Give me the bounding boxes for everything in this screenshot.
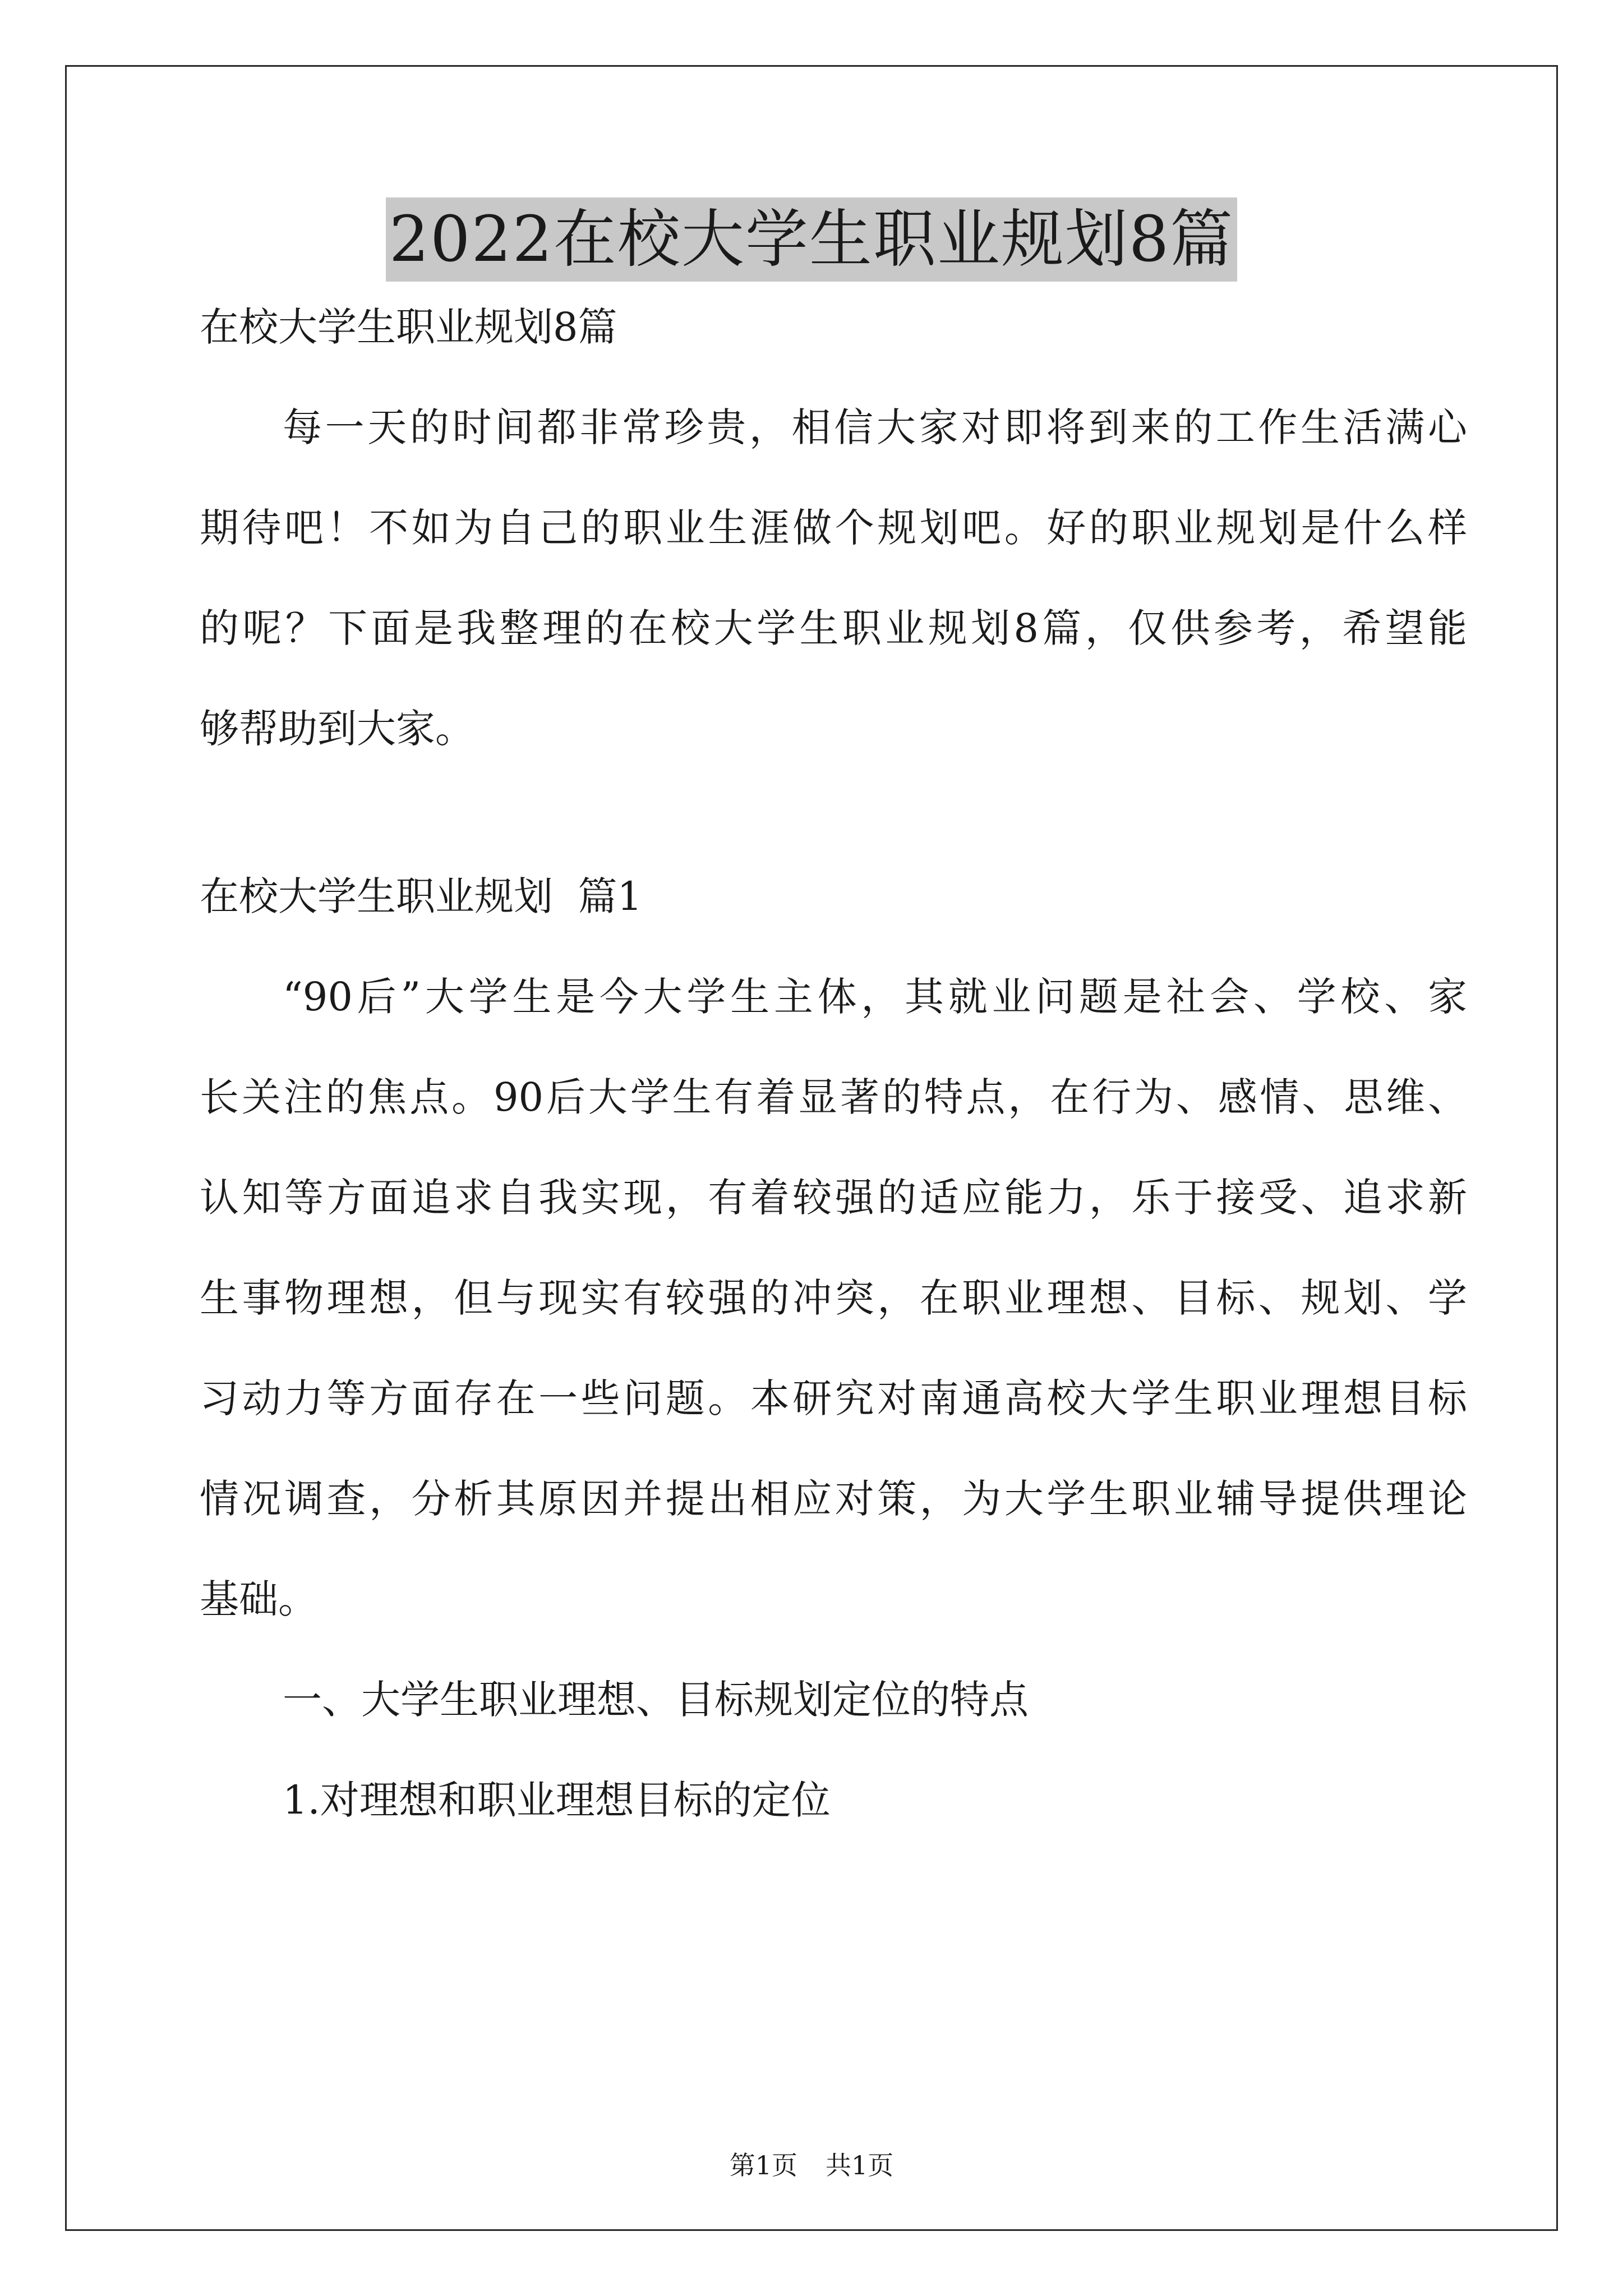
body-line: 情况调查，分析其原因并提出相应对策，为大学生职业辅导提供理论: [200, 1476, 1467, 1522]
body-line: 基础。: [200, 1576, 317, 1622]
intro-line: 每一天的时间都非常珍贵，相信大家对即将到来的工作生活满心: [283, 404, 1467, 450]
page-footer: [0, 2148, 1623, 2182]
intro-line: 期待吧！不如为自己的职业生涯做个规划吧。好的职业规划是什么样: [200, 505, 1467, 551]
subtitle: 在校大学生职业规划8篇: [200, 304, 617, 350]
body-line: 长关注的焦点。90后大学生有着显著的特点，在行为、感情、思维、: [200, 1074, 1467, 1120]
page-total: 共1页: [826, 2150, 894, 2180]
outline-heading: 一、大学生职业理想、目标规划定位的特点: [283, 1677, 1029, 1723]
intro-line: 够帮助到大家。: [200, 706, 474, 752]
section-heading: 在校大学生职业规划 篇1: [200, 873, 643, 919]
body-line: 习动力等方面存在一些问题。本研究对南通高校大学生职业理想目标: [200, 1375, 1467, 1421]
document-body: [200, 304, 1467, 1823]
title-container: [0, 197, 1623, 282]
document-title: 2022在校大学生职业规划8篇: [386, 197, 1237, 282]
page-number: 第1页: [729, 2150, 797, 2180]
body-line: 生事物理想，但与现实有较强的冲突，在职业理想、目标、规划、学: [200, 1275, 1467, 1321]
intro-line: 的呢？下面是我整理的在校大学生职业规划8篇，仅供参考，希望能: [200, 605, 1467, 651]
body-line: 认知等方面追求自我实现，有着较强的适应能力，乐于接受、追求新: [200, 1175, 1467, 1221]
body-line: “90后”大学生是今大学生主体，其就业问题是社会、学校、家: [283, 974, 1467, 1020]
outline-item: 1.对理想和职业理想目标的定位: [283, 1777, 831, 1823]
